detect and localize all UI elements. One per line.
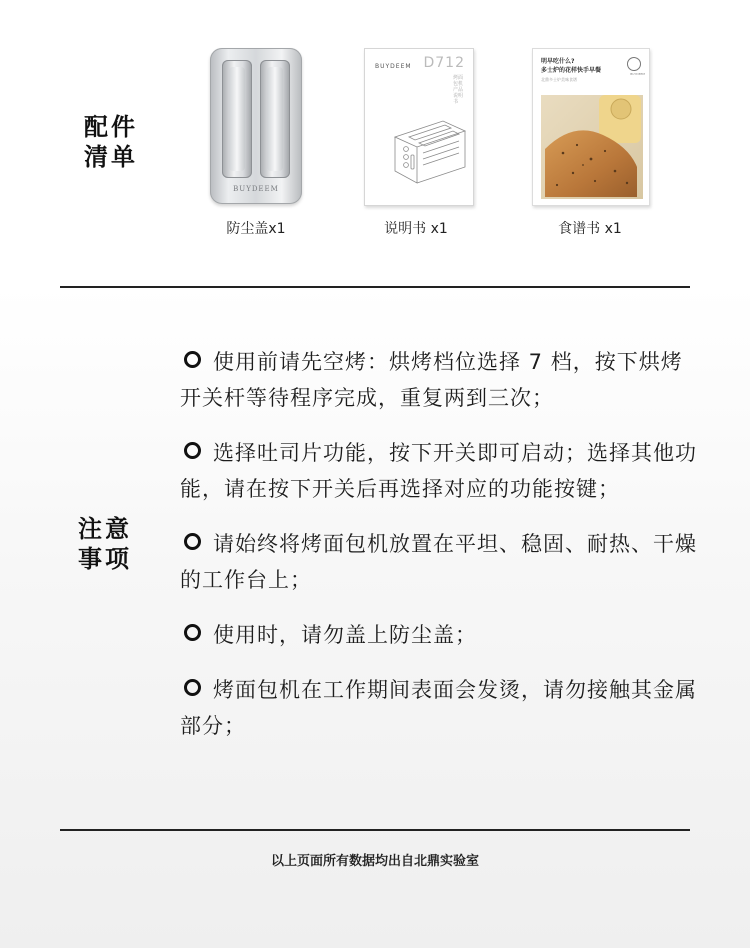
note-text: 请始终将烤面包机放置在平坦、稳固、耐热、干燥的工作台上； [180, 532, 697, 592]
dust-cover-image [210, 48, 326, 208]
manual-model: D712 [423, 55, 465, 71]
notes-list [180, 344, 700, 763]
note-item [180, 617, 700, 653]
notes-heading-line2: 事项 [78, 545, 132, 573]
note-item [180, 526, 700, 598]
recipe-book-label: 食谱书 x1 [558, 221, 622, 237]
dust-cover-label: 防尘盖x1 [226, 221, 286, 237]
circle-bullet-icon [184, 442, 201, 459]
note-item [180, 435, 700, 507]
toast-photo [533, 49, 649, 205]
note-item [180, 344, 700, 416]
note-text: 选择吐司片功能，按下开关即可启动；选择其他功能，请在按下开关后再选择对应的功能按键； [180, 441, 697, 501]
manual-brand: BUYDEEM [375, 63, 412, 70]
dust-cover-brand: BUYDEEM [233, 185, 279, 193]
toaster-line-drawing [365, 49, 473, 205]
manual-label: 说明书 x1 [384, 221, 448, 237]
accessories-heading [84, 112, 138, 172]
notes-heading [78, 514, 132, 574]
note-item [180, 672, 700, 744]
recipe-book-subtitle: 北鼎多士炉美味食谱 [541, 77, 577, 82]
recipe-book-brand: BUYDEEM [630, 72, 645, 76]
footer-note: 以上页面所有数据均出自北鼎实验室 [270, 854, 479, 869]
note-text: 使用前请先空烤：烘烤档位选择 7 档，按下烘烤开关杆等待程序完成，重复两到三次； [180, 350, 683, 410]
note-text: 烤面包机在工作期间表面会发烫，请勿接触其金属部分； [180, 678, 697, 738]
circle-bullet-icon [184, 351, 201, 368]
recipe-book-title: 明早吃什么? 多士炉的花样快手早餐 [541, 58, 602, 74]
manual-subtitle: 烤面包机产品说明书 [453, 75, 464, 105]
manual-image [364, 48, 480, 208]
accessories-heading-line1: 配件 [84, 113, 138, 141]
accessories-heading-line2: 清单 [84, 143, 138, 171]
notes-heading-line1: 注意 [78, 515, 132, 543]
circle-bullet-icon [184, 624, 201, 641]
note-text: 使用时，请勿盖上防尘盖； [213, 623, 477, 647]
recipe-book-image [532, 48, 648, 208]
circle-bullet-icon [184, 679, 201, 696]
circle-bullet-icon [184, 533, 201, 550]
section-divider-bottom [60, 829, 690, 831]
section-divider-top [60, 286, 690, 288]
